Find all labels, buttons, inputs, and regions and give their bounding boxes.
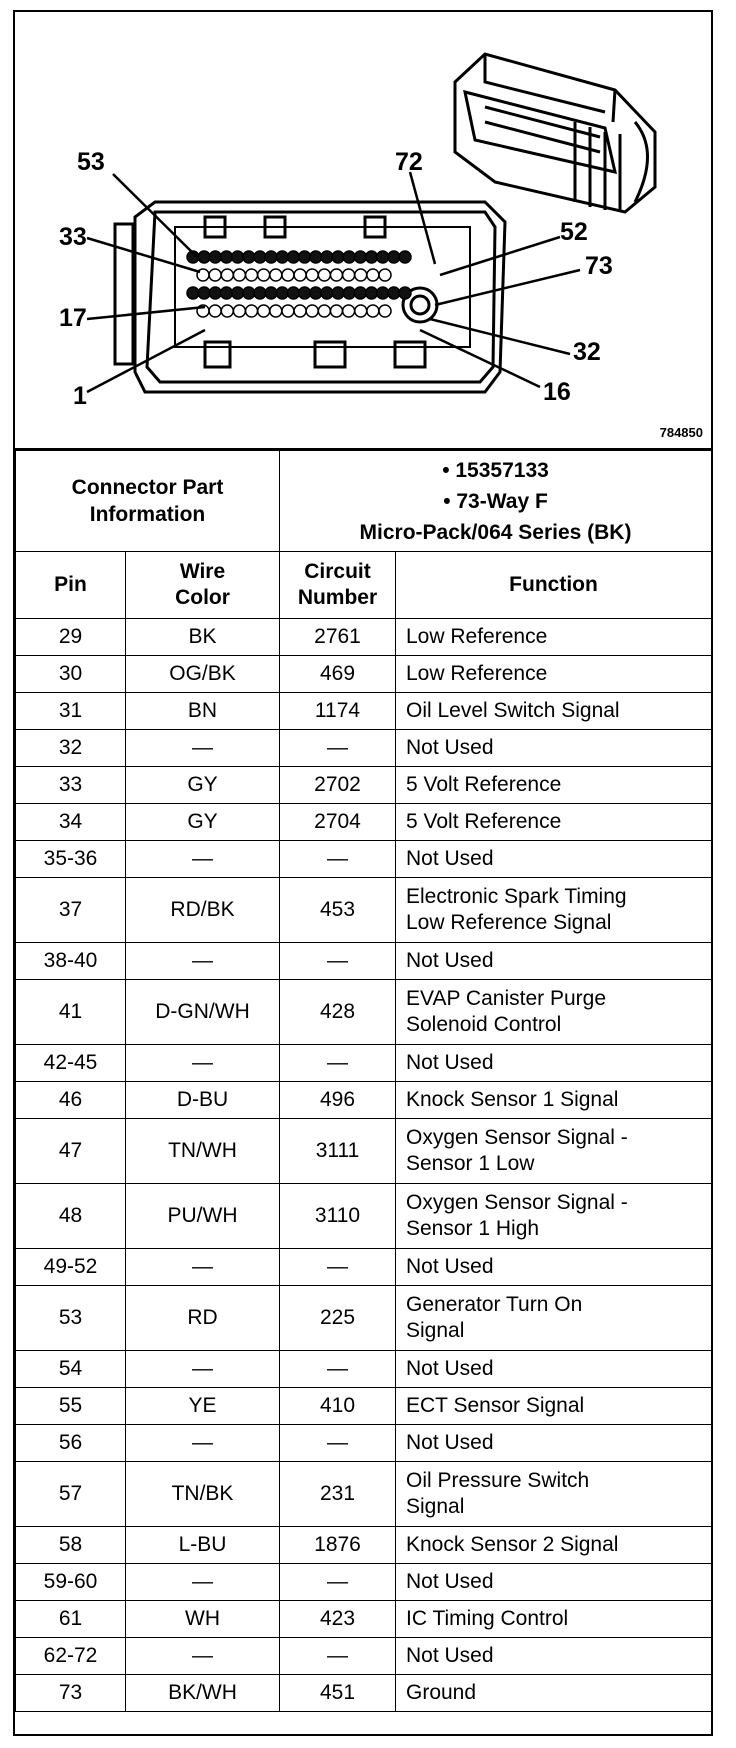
circuit-number-cell: —: [280, 1564, 396, 1601]
pin-cavity: [187, 287, 199, 299]
pin-cell: 48: [16, 1184, 126, 1249]
pin-cell: 58: [16, 1527, 126, 1564]
function-line: Oil Level Switch Signal: [406, 699, 620, 722]
pin-cavity: [306, 305, 318, 317]
table-row: [16, 1462, 712, 1527]
pin-cell: 47: [16, 1119, 126, 1184]
function-cell: [396, 1638, 712, 1675]
callout-17: 17: [59, 304, 87, 332]
function-line: Low Reference Signal: [406, 911, 612, 934]
function-line: Knock Sensor 1 Signal: [406, 1088, 619, 1111]
pin-cavity: [343, 269, 355, 281]
circuit-number-cell: 2702: [280, 767, 396, 804]
pin-cavity: [209, 269, 221, 281]
connector-part-info-label: Connector Part Information: [16, 451, 280, 552]
circuit-number-cell: 2761: [280, 619, 396, 656]
pin-cavity: [330, 305, 342, 317]
pin-cavity: [354, 287, 366, 299]
callout-53: 53: [77, 148, 105, 176]
wire-color-cell: —: [126, 1045, 280, 1082]
wire-color-cell: —: [126, 1425, 280, 1462]
table-row: [16, 1564, 712, 1601]
wire-color-cell: TN/WH: [126, 1119, 280, 1184]
pin-cavity: [243, 251, 255, 263]
function-cell: [396, 1462, 712, 1527]
pin-grid: [187, 251, 411, 317]
table-row: [16, 980, 712, 1045]
callout-52: 52: [560, 218, 588, 246]
function-cell: [396, 1184, 712, 1249]
circuit-number-cell: 225: [280, 1286, 396, 1351]
callout-33: 33: [59, 223, 87, 251]
pin-cavity: [209, 287, 221, 299]
table-row: [16, 943, 712, 980]
pin-cavity: [233, 269, 245, 281]
table-row: [16, 1286, 712, 1351]
pin-cell: 46: [16, 1082, 126, 1119]
callout-16: 16: [543, 378, 571, 406]
circuit-number-cell: —: [280, 1249, 396, 1286]
circuit-number-cell: —: [280, 730, 396, 767]
pin-cavity: [254, 287, 266, 299]
table-row: [16, 878, 712, 943]
pin-cavity: [354, 251, 366, 263]
connector-drawing: [15, 12, 711, 448]
function-line: Oxygen Sensor Signal -: [406, 1191, 628, 1214]
pin-cell: 73: [16, 1675, 126, 1712]
function-cell: [396, 1564, 712, 1601]
pin-cell: 49-52: [16, 1249, 126, 1286]
pin-cavity: [310, 287, 322, 299]
pin-cavity: [258, 305, 270, 317]
circuit-number-cell: —: [280, 841, 396, 878]
table-row: [16, 656, 712, 693]
connector-description: • 73-Way F: [443, 489, 548, 513]
function-line: Signal: [406, 1319, 465, 1342]
wire-color-cell: OG/BK: [126, 656, 280, 693]
pin-cavity: [232, 287, 244, 299]
callout-1: 1: [73, 382, 87, 410]
circuit-number-cell: 453: [280, 878, 396, 943]
wire-color-cell: GY: [126, 804, 280, 841]
pin-cavity: [321, 251, 333, 263]
pin-cavity: [265, 251, 277, 263]
function-line: Ground: [406, 1681, 477, 1704]
pin-cavity: [221, 269, 233, 281]
wire-color-cell: BN: [126, 693, 280, 730]
wire-color-cell: WH: [126, 1601, 280, 1638]
pin-cavity: [379, 305, 391, 317]
function-line: Low Reference: [406, 662, 548, 685]
function-line: Knock Sensor 2 Signal: [406, 1533, 619, 1556]
function-line: EVAP Canister Purge: [406, 987, 606, 1010]
wire-color-cell: —: [126, 1564, 280, 1601]
wire-color-cell: D-GN/WH: [126, 980, 280, 1045]
pin-cavity: [246, 305, 258, 317]
function-cell: [396, 656, 712, 693]
function-line: Oil Pressure Switch: [406, 1469, 590, 1492]
pinout-rows: [16, 619, 712, 1712]
pin-cavity: [220, 251, 232, 263]
wire-color-cell: L-BU: [126, 1527, 280, 1564]
function-line: Sensor 1 High: [406, 1217, 540, 1240]
circuit-number-cell: 3111: [280, 1119, 396, 1184]
pin-cavity: [377, 287, 389, 299]
table-row: [16, 1601, 712, 1638]
wire-color-cell: —: [126, 943, 280, 980]
function-cell: [396, 1045, 712, 1082]
pin-cavity: [287, 251, 299, 263]
pin-cavity: [276, 287, 288, 299]
pin-cell: 62-72: [16, 1638, 126, 1675]
circuit-number-cell: —: [280, 1638, 396, 1675]
pin-cavity: [388, 287, 400, 299]
table-row: [16, 767, 712, 804]
connector-part-info-value: [280, 451, 712, 552]
wire-color-cell: RD: [126, 1286, 280, 1351]
function-line: 5 Volt Reference: [406, 810, 562, 833]
function-line: Oxygen Sensor Signal -: [406, 1126, 628, 1149]
function-line: Not Used: [406, 949, 494, 972]
function-cell: [396, 1425, 712, 1462]
pin-cell: 55: [16, 1388, 126, 1425]
pin-cavity: [299, 251, 311, 263]
function-line: Not Used: [406, 1255, 494, 1278]
pin-cavity: [343, 305, 355, 317]
header-pin: Pin: [16, 552, 126, 619]
function-cell: [396, 804, 712, 841]
pin-cavity: [246, 269, 258, 281]
table-row: [16, 693, 712, 730]
table-row: [16, 1351, 712, 1388]
pin-cavity: [366, 251, 378, 263]
function-cell: [396, 1527, 712, 1564]
function-cell: [396, 1082, 712, 1119]
function-cell: [396, 1388, 712, 1425]
function-line: Not Used: [406, 1357, 494, 1380]
pin-cavity: [332, 287, 344, 299]
pin-cavity: [294, 305, 306, 317]
callout-73: 73: [585, 252, 613, 280]
wire-color-cell: GY: [126, 767, 280, 804]
function-cell: [396, 980, 712, 1045]
pin-cavity: [254, 251, 266, 263]
function-line: Not Used: [406, 1051, 494, 1074]
wire-color-cell: TN/BK: [126, 1462, 280, 1527]
function-cell: [396, 1119, 712, 1184]
table-row: [16, 1527, 712, 1564]
function-cell: [396, 943, 712, 980]
callout-leaders: [87, 172, 580, 392]
pin-cavity: [306, 269, 318, 281]
function-line: Not Used: [406, 1570, 494, 1593]
function-cell: [396, 619, 712, 656]
table-row: [16, 1249, 712, 1286]
pin-cavity: [355, 305, 367, 317]
pin-cavity: [318, 269, 330, 281]
pin-cell: 41: [16, 980, 126, 1045]
part-number: • 15357133: [442, 458, 549, 482]
pin-cavity: [287, 287, 299, 299]
circuit-number-cell: 3110: [280, 1184, 396, 1249]
pin-cavity: [379, 269, 391, 281]
callout-32: 32: [573, 338, 601, 366]
pin-cell: 54: [16, 1351, 126, 1388]
pin-cavity: [221, 305, 233, 317]
pin-cell: 34: [16, 804, 126, 841]
pin-cavity: [367, 269, 379, 281]
function-line: Low Reference: [406, 625, 548, 648]
pin-cavity: [321, 287, 333, 299]
wire-color-cell: YE: [126, 1388, 280, 1425]
circuit-number-cell: 2704: [280, 804, 396, 841]
pin-cell: 32: [16, 730, 126, 767]
wire-color-cell: D-BU: [126, 1082, 280, 1119]
function-cell: [396, 841, 712, 878]
function-cell: [396, 1675, 712, 1712]
pin-cavity: [294, 269, 306, 281]
pin-cavity: [343, 251, 355, 263]
function-cell: [396, 1351, 712, 1388]
table-row: [16, 730, 712, 767]
pin-cavity: [310, 251, 322, 263]
pin-cavity: [355, 269, 367, 281]
function-cell: [396, 767, 712, 804]
function-line: Not Used: [406, 1431, 494, 1454]
pin-cell: 38-40: [16, 943, 126, 980]
circuit-number-cell: 231: [280, 1462, 396, 1527]
pin-cavity: [367, 305, 379, 317]
wire-color-cell: RD/BK: [126, 878, 280, 943]
table-row: [16, 1184, 712, 1249]
function-cell: [396, 1601, 712, 1638]
pin-cavity: [399, 287, 411, 299]
header-wire-color: Wire Color: [126, 552, 280, 619]
function-line: Sensor 1 Low: [406, 1152, 535, 1175]
function-cell: [396, 730, 712, 767]
pin-cavity: [282, 305, 294, 317]
pin-cavity: [276, 251, 288, 263]
circuit-number-cell: —: [280, 1045, 396, 1082]
pin-cavity: [233, 305, 245, 317]
circuit-number-cell: 428: [280, 980, 396, 1045]
function-cell: [396, 693, 712, 730]
function-line: 5 Volt Reference: [406, 773, 562, 796]
pin-cavity: [220, 287, 232, 299]
function-cell: [396, 878, 712, 943]
circuit-number-cell: 496: [280, 1082, 396, 1119]
function-line: Electronic Spark Timing: [406, 885, 627, 908]
function-line: Generator Turn On: [406, 1293, 583, 1316]
connector-perspective-view: [455, 54, 655, 212]
function-line: Solenoid Control: [406, 1013, 562, 1036]
pin-cavity: [332, 251, 344, 263]
pin-cell: 30: [16, 656, 126, 693]
wire-color-cell: —: [126, 1351, 280, 1388]
header-row: [16, 552, 712, 619]
pin-cell: 57: [16, 1462, 126, 1527]
pin-cavity: [399, 251, 411, 263]
header-circuit-number: Circuit Number: [280, 552, 396, 619]
table-row: [16, 1675, 712, 1712]
function-line: IC Timing Control: [406, 1607, 569, 1630]
table-row: [16, 1638, 712, 1675]
connector-sheet: [13, 10, 713, 1736]
function-line: ECT Sensor Signal: [406, 1394, 585, 1417]
circuit-number-cell: 410: [280, 1388, 396, 1425]
pin-cavity: [198, 287, 210, 299]
function-line: Not Used: [406, 736, 494, 759]
pin-cavity: [243, 287, 255, 299]
circuit-number-cell: —: [280, 1351, 396, 1388]
callout-72: 72: [395, 148, 423, 176]
function-line: Not Used: [406, 1644, 494, 1667]
pin-cavity: [270, 269, 282, 281]
pin-cavity: [265, 287, 277, 299]
pin-cell: 42-45: [16, 1045, 126, 1082]
pin-cell: 29: [16, 619, 126, 656]
wire-color-cell: —: [126, 1249, 280, 1286]
connector-illustration: [15, 12, 711, 450]
pin-cell: 59-60: [16, 1564, 126, 1601]
table-row: [16, 1388, 712, 1425]
pin-cell: 53: [16, 1286, 126, 1351]
circuit-number-cell: 469: [280, 656, 396, 693]
pin-cavity: [318, 305, 330, 317]
table-row: [16, 841, 712, 878]
pin-cavity: [377, 251, 389, 263]
circuit-number-cell: 423: [280, 1601, 396, 1638]
connector-series: Micro-Pack/064 Series (BK): [359, 520, 632, 544]
pin-cavity: [198, 251, 210, 263]
pin-cell: 35-36: [16, 841, 126, 878]
pin-cell: 61: [16, 1601, 126, 1638]
pin-cavity: [282, 269, 294, 281]
pin-cell: 37: [16, 878, 126, 943]
pin-cavity: [366, 287, 378, 299]
connector-info-row: [16, 451, 712, 552]
pin-cavity: [330, 269, 342, 281]
wire-color-cell: PU/WH: [126, 1184, 280, 1249]
pin-cavity: [232, 251, 244, 263]
wire-color-cell: —: [126, 841, 280, 878]
table-row: [16, 1045, 712, 1082]
pinout-table: [15, 450, 712, 1712]
circuit-number-cell: 451: [280, 1675, 396, 1712]
wire-color-cell: —: [126, 730, 280, 767]
pin-cell: 33: [16, 767, 126, 804]
circuit-number-cell: —: [280, 943, 396, 980]
pin-cavity: [209, 251, 221, 263]
table-row: [16, 619, 712, 656]
table-row: [16, 1425, 712, 1462]
wire-color-cell: —: [126, 1638, 280, 1675]
table-row: [16, 1082, 712, 1119]
pin-cavity: [258, 269, 270, 281]
pin-cavity: [209, 305, 221, 317]
pin-cavity: [388, 251, 400, 263]
pin-cavity: [343, 287, 355, 299]
function-cell: [396, 1286, 712, 1351]
pin-cavity: [299, 287, 311, 299]
function-line: Not Used: [406, 847, 494, 870]
wire-color-cell: BK: [126, 619, 280, 656]
pin-cell: 56: [16, 1425, 126, 1462]
circuit-number-cell: 1174: [280, 693, 396, 730]
table-row: [16, 1119, 712, 1184]
function-cell: [396, 1249, 712, 1286]
circuit-number-cell: —: [280, 1425, 396, 1462]
header-function: Function: [396, 552, 712, 619]
pin-cavity: [270, 305, 282, 317]
wire-color-cell: BK/WH: [126, 1675, 280, 1712]
figure-id: 784850: [659, 425, 703, 440]
circuit-number-cell: 1876: [280, 1527, 396, 1564]
pin-cell: 31: [16, 693, 126, 730]
table-row: [16, 804, 712, 841]
function-line: Signal: [406, 1495, 465, 1518]
